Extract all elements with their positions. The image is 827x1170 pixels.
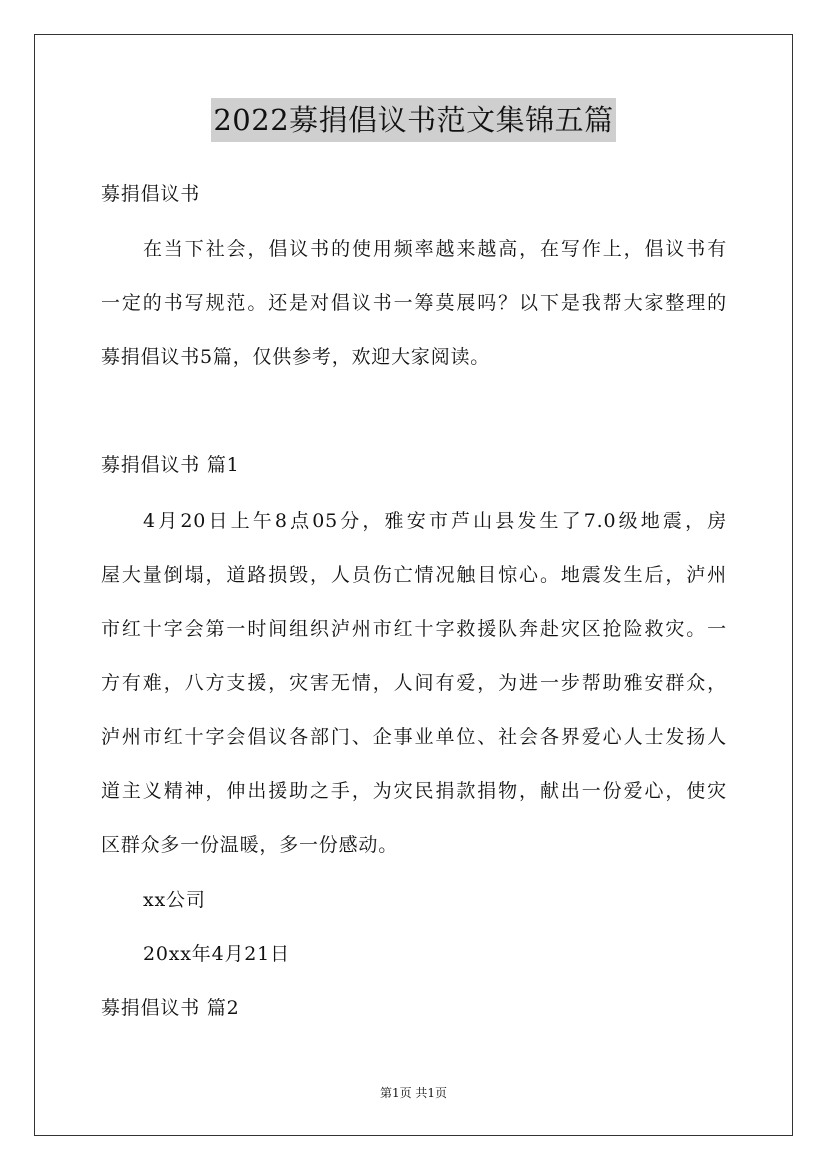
title-container [0,98,827,142]
paragraph-line: 募捐倡议书5篇，仅供参考，欢迎大家阅读。 [101,346,491,368]
paragraph-line: 道主义精神，伸出援助之手，为灾民捐款捐物，献出一份爱心，使灾 [101,780,727,802]
section-heading: 募捐倡议书 篇2 [101,997,240,1019]
paragraph-line: 屋大量倒塌，道路损毁，人员伤亡情况触目惊心。地震发生后，泸州 [101,564,727,586]
signature-company: xx公司 [143,889,206,911]
signature-date: 20xx年4月21日 [143,943,290,965]
section-heading: 募捐倡议书 [101,183,201,205]
paragraph-line: 市红十字会第一时间组织泸州市红十字救援队奔赴灾区抢险救灾。一 [101,618,727,640]
document-title: 2022募捐倡议书范文集锦五篇 [211,98,615,142]
paragraph-line: 泸州市红十字会倡议各部门、企事业单位、社会各界爱心人士发扬人 [101,726,727,748]
paragraph-line: 方有难，八方支援，灾害无情，人间有爱，为进一步帮助雅安群众， [101,672,727,694]
paragraph-line: 4月20日上午8点05分，雅安市芦山县发生了7.0级地震，房 [143,510,727,532]
paragraph-line: 在当下社会，倡议书的使用频率越来越高，在写作上，倡议书有 [143,238,727,260]
paragraph-line: 区群众多一份温暖，多一份感动。 [101,834,399,856]
section-heading: 募捐倡议书 篇1 [101,454,240,476]
paragraph-line: 一定的书写规范。还是对倡议书一筹莫展吗？以下是我帮大家整理的 [101,292,727,314]
page-footer: 第1页 共1页 [379,1086,448,1100]
